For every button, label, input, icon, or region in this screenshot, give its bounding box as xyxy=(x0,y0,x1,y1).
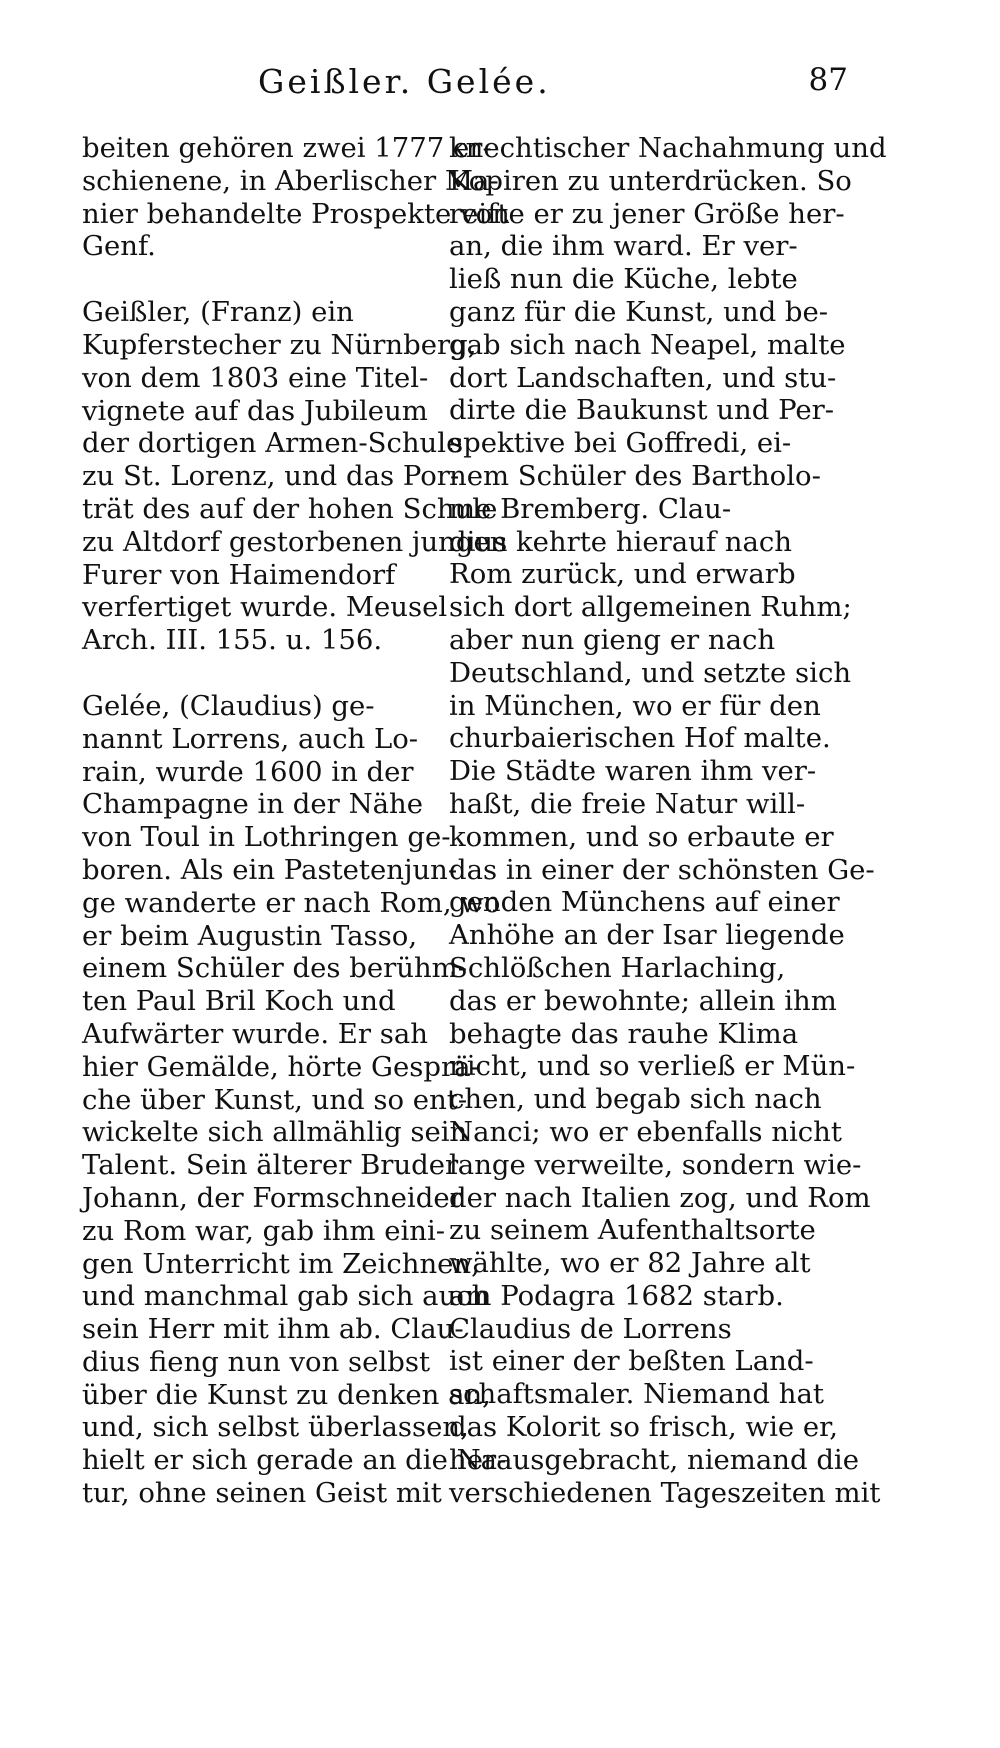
text-line: an, die ihm ward. Er ver- xyxy=(449,230,798,263)
text-line: am Podagra 1682 starb. xyxy=(449,1279,784,1312)
text-line: churbaierischen Hof malte. xyxy=(449,722,831,755)
text-line: zu St. Lorenz, und das Por- xyxy=(82,460,460,493)
text-line: beiten gehören zwei 1777 er- xyxy=(82,132,492,164)
text-line: Anhöhe an der Isar liegende xyxy=(449,919,845,952)
text-line: lange verweilte, sondern wie- xyxy=(449,1148,862,1181)
text-line: hier Gemälde, hörte Gesprä- xyxy=(82,1050,480,1083)
text-line: herausgebracht, niemand die xyxy=(449,1443,860,1476)
text-line: haßt, die freie Natur will- xyxy=(449,787,806,820)
text-line: und, sich selbst überlassen, xyxy=(82,1411,469,1444)
text-line: sich dort allgemeinen Ruhm; xyxy=(449,591,852,624)
text-line: nannt Lorrens, auch Lo- xyxy=(82,722,419,755)
text-line: spektive bei Goffredi, ei- xyxy=(449,427,792,460)
text-line: trät des auf der hohen Schule xyxy=(82,492,498,525)
text-line: Die Städte waren ihm ver- xyxy=(449,755,817,788)
text-line: rain, wurde 1600 in der xyxy=(82,755,414,788)
text-line: dort Landschaften, und stu- xyxy=(449,361,837,394)
text-line: verfertiget wurde. Meusel xyxy=(82,591,448,624)
text-line: dirte die Baukunst und Per- xyxy=(449,394,835,427)
text-line: von Toul in Lothringen ge- xyxy=(82,821,451,854)
text-line: wählte, wo er 82 Jahre alt xyxy=(449,1247,811,1280)
text-line: dius kehrte hierauf nach xyxy=(449,525,792,558)
text-line: nier behandelte Prospekte von xyxy=(82,197,510,230)
text-line: über die Kunst zu denken an, xyxy=(82,1378,491,1411)
text-line: das in einer der schönsten Ge- xyxy=(449,853,875,886)
text-line: nem Schüler des Bartholo- xyxy=(449,459,821,492)
left-text-column xyxy=(82,132,510,1510)
text-line: einem Schüler des berühm- xyxy=(82,952,468,985)
running-head: Geißler. Gelée. xyxy=(258,62,551,101)
text-line: nicht, und so verließ er Mün- xyxy=(449,1050,856,1083)
text-line: das Kolorit so frisch, wie er, xyxy=(449,1411,839,1444)
text-line: Claudius de Lorrens xyxy=(449,1312,732,1345)
paragraph-gap xyxy=(82,263,422,296)
text-line: ge wanderte er nach Rom, wo xyxy=(82,886,501,919)
text-line: Gelée, (Claudius) ge- xyxy=(82,689,375,722)
text-line: sein Herr mit ihm ab. Clau- xyxy=(82,1313,464,1346)
text-line: vignete auf das Jubileum xyxy=(82,394,428,427)
text-line: che über Kunst, und so ent- xyxy=(82,1083,468,1116)
text-line: und manchmal gab sich auch xyxy=(82,1280,490,1313)
text-line: der nach Italien zog, und Rom xyxy=(449,1181,871,1214)
text-line: Genf. xyxy=(82,230,156,263)
text-line: me Bremberg. Clau- xyxy=(449,492,732,525)
text-line: hielt er sich gerade an die Na- xyxy=(82,1444,507,1477)
text-line: gab sich nach Neapel, malte xyxy=(449,328,846,361)
text-line: knechtischer Nachahmung und xyxy=(449,132,887,164)
page-number: 87 xyxy=(808,62,848,98)
text-line: tur, ohne seinen Geist mit xyxy=(82,1477,442,1510)
text-line: kommen, und so erbaute er xyxy=(449,820,834,853)
text-line: ten Paul Bril Koch und xyxy=(82,985,396,1018)
text-line: wickelte sich allmählig sein xyxy=(82,1116,468,1149)
text-line: verschiedenen Tageszeiten mit xyxy=(449,1476,881,1509)
text-line: aber nun gieng er nach xyxy=(449,623,776,656)
text-line: Nanci; wo er ebenfalls nicht xyxy=(449,1115,842,1148)
text-line: schaftsmaler. Niemand hat xyxy=(449,1378,824,1411)
text-line: Kupferstecher zu Nürnberg, xyxy=(82,328,477,361)
text-line: zu seinem Aufenthaltsorte xyxy=(449,1214,816,1247)
text-line: Kopiren zu unterdrücken. So xyxy=(449,164,852,197)
text-line: Johann, der Formschneider xyxy=(82,1181,463,1214)
text-line: chen, und begab sich nach xyxy=(449,1083,822,1116)
text-line: Deutschland, und setzte sich xyxy=(449,656,852,689)
text-line: ließ nun die Küche, lebte xyxy=(449,263,798,296)
text-line: er beim Augustin Tasso, xyxy=(82,919,418,952)
text-line: zu Rom war, gab ihm eini- xyxy=(82,1214,446,1247)
text-line: Talent. Sein älterer Bruder xyxy=(82,1149,459,1182)
page-header xyxy=(78,58,848,108)
text-line: reifte er zu jener Größe her- xyxy=(449,197,845,230)
text-line: Arch. III. 155. u. 156. xyxy=(82,624,383,657)
text-line: Rom zurück, und erwarb xyxy=(449,558,796,591)
text-line: dius fieng nun von selbst xyxy=(82,1345,431,1378)
text-line: behagte das rauhe Klima xyxy=(449,1017,799,1050)
text-line: gen Unterricht im Zeichnen, xyxy=(82,1247,480,1280)
text-line: in München, wo er für den xyxy=(449,689,821,722)
text-line: Schlößchen Harlaching, xyxy=(449,951,786,984)
text-line: genden Münchens auf einer xyxy=(449,886,840,919)
text-line: von dem 1803 eine Titel- xyxy=(82,361,429,394)
text-line: Champagne in der Nähe xyxy=(82,788,424,821)
text-line: boren. Als ein Pastetenjun- xyxy=(82,853,458,886)
text-line: Aufwärter wurde. Er sah xyxy=(82,1017,428,1050)
text-line: zu Altdorf gestorbenen jungen xyxy=(82,525,508,558)
text-line: das er bewohnte; allein ihm xyxy=(449,984,837,1017)
text-line: schienene, in Aberlischer Ma- xyxy=(82,164,499,197)
paragraph-gap xyxy=(82,657,422,690)
text-line: ist einer der beßten Land- xyxy=(449,1345,814,1378)
right-text-column xyxy=(449,132,887,1509)
text-line: ganz für die Kunst, und be- xyxy=(449,295,829,328)
text-line: Geißler, (Franz) ein xyxy=(82,296,354,329)
text-line: der dortigen Armen-Schule xyxy=(82,427,463,460)
text-line: Furer von Haimendorf xyxy=(82,558,396,591)
